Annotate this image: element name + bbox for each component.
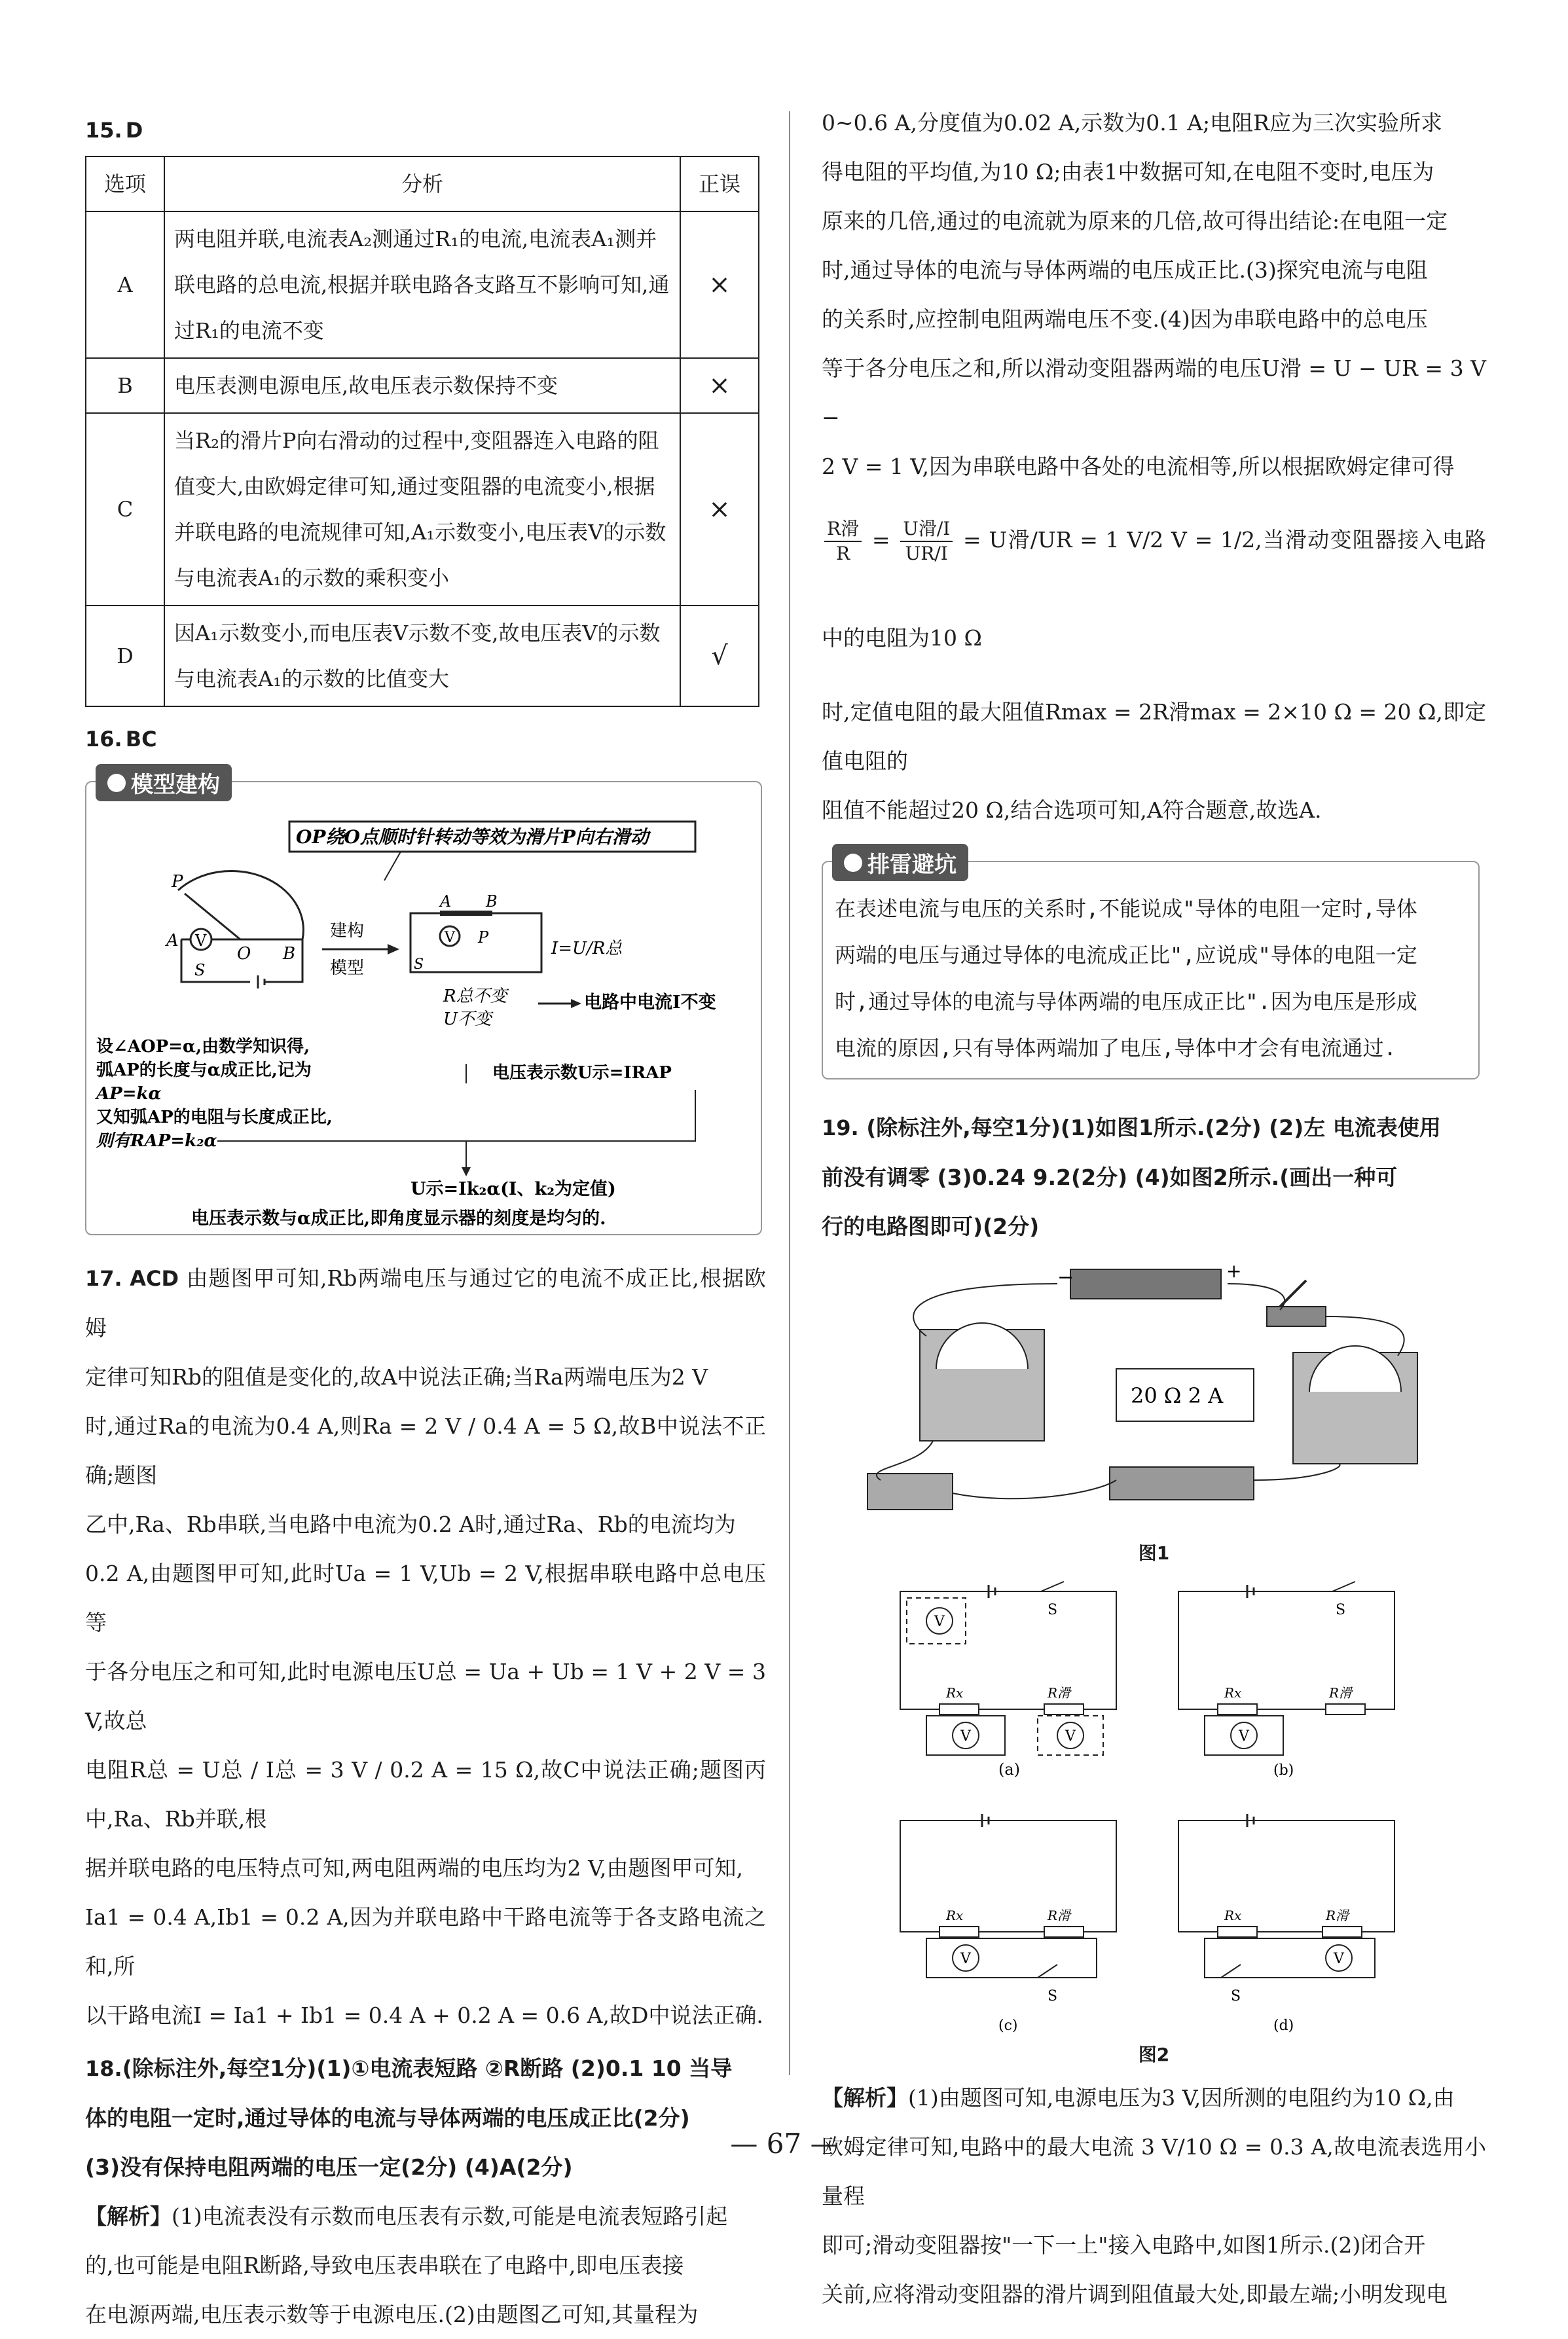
s-label: S	[1048, 1602, 1058, 1618]
voltmeter-label-2: V	[445, 930, 455, 946]
text-line: Ia1 = 0.4 A,Ib1 = 0.2 A,因为并联电路中干路电流等于各支路电流之和,所	[85, 1904, 766, 1979]
text-line: 体的电阻一定时,通过导体的电流与导体两端的电压成正比(2分)	[85, 2105, 690, 2131]
voltmeter-label: V	[195, 932, 207, 950]
option-cell: A	[86, 211, 164, 358]
current-constant: 电路中电流I不变	[584, 992, 716, 1013]
text-line: 即可;滑动变阻器按"一下一上"接入电路中,如图1所示.(2)闭合开	[822, 2232, 1426, 2258]
arrow-label-bottom: 模型	[330, 958, 365, 978]
text-line: 的关系时,应控制电阻两端电压不变.(4)因为串联电路中的总电压	[822, 306, 1428, 332]
text-line: 2 V = 1 V,因为串联电路中各处的电流相等,所以根据欧姆定律可得	[822, 454, 1455, 479]
text-line: 行的电路图即可)(2分)	[822, 1214, 1040, 1239]
table-row	[86, 606, 759, 706]
tip-line: 电流的原因,只有导体两端加了电压,导体中才会有电流通过.	[835, 1036, 1396, 1061]
text-line: 欧姆定律可知,电路中的最大电流 3 V/10 Ω = 0.3 A,故电流表选用小量程	[822, 2134, 1486, 2209]
switch	[1267, 1307, 1326, 1326]
sub-caption: (b)	[1273, 1762, 1294, 1779]
v-label: V	[1065, 1728, 1076, 1745]
question-17	[85, 1254, 766, 2040]
arrow-head	[388, 944, 399, 954]
tip-line: 两端的电压与通过导体的电流成正比",应说成"导体的电阻一定	[835, 943, 1417, 968]
ratio-line: $\frac{\text{R滑}}{R}$ = $\frac{\text{U滑/I}}{UR/I}$ = U滑/UR = 1 V/2 V = 1/2,当滑动变阻器接入电路中的电阻为10 Ω	[822, 518, 1486, 651]
figure-2	[822, 1578, 1483, 2037]
sliding-rheostat	[1110, 1467, 1254, 1500]
circuit-d	[1178, 1814, 1395, 2034]
text-line: 阻值不能超过20 Ω,结合选项可知,A符合题意,故选A.	[822, 797, 1322, 823]
label-p: P	[172, 872, 183, 892]
question-answer: BC	[125, 727, 157, 752]
question-number: 19.	[822, 1115, 859, 1140]
derivation-line: 则有RAP=k₂α	[96, 1131, 217, 1151]
circuit-b	[1178, 1582, 1395, 1779]
text-line: 时,通过Ra的电流为0.4 A,则Ra = 2 V / 0.4 A = 5 Ω,故B中说法不正确;题图	[85, 1413, 766, 1488]
rslide-label: R滑	[1326, 1908, 1349, 1923]
analysis-label: 【解析】	[822, 2085, 908, 2111]
text-line: 等于各分电压之和,所以滑动变阻器两端的电压U滑 = U − UR = 3 V −	[822, 355, 1486, 430]
text-line: 原来的几倍,通过的电流就为原来的几倍,故可得出结论:在电阻一定	[822, 208, 1448, 234]
pointer-line	[384, 852, 401, 880]
model-circuit	[410, 913, 541, 972]
sub-caption: (d)	[1273, 2018, 1294, 2034]
circuit-a	[900, 1582, 1116, 1779]
question-number: 18.	[85, 2056, 122, 2081]
right-column	[822, 98, 1486, 2319]
derivation-line: 弧AP的长度与α成正比,记为	[96, 1061, 312, 1080]
text-line: (除标注外,每空1分)(1)①电流表短路 ②R断路 (2)0.1 10 当导	[122, 2056, 733, 2081]
text-line: 时,定值电阻的最大阻值Rmax = 2R滑max = 2×10 Ω = 20 Ω,即定值电阻的	[822, 699, 1486, 774]
figure-1-caption: 图1	[1138, 1542, 1170, 1564]
v-label: V	[960, 1728, 971, 1745]
s-label: S	[1231, 1988, 1241, 2004]
analysis-label: 【解析】	[85, 2203, 172, 2229]
text-line: 得电阻的平均值,为10 Ω;由表1中数据可知,在电阻不变时,电压为	[822, 159, 1434, 185]
left-column	[85, 98, 766, 2339]
question-answer: ACD	[130, 1266, 179, 1291]
tip-line: 时,通过导体的电流与导体两端的电压成正比".因为电压是形成	[835, 989, 1417, 1014]
ratio-fraction: $\frac{\text{U滑/I}}{UR/I}$	[900, 517, 953, 566]
label-p2: P	[478, 928, 489, 947]
tip-box-title	[832, 844, 968, 881]
text-line: 关前,应将滑动变阻器的滑片调到阻值最大处,即最左端;小明发现电	[822, 2281, 1448, 2307]
label-s: S	[194, 961, 206, 979]
current-formula: I=U/R总	[551, 939, 623, 958]
tip-title-text: 排雷避坑	[867, 852, 957, 878]
table-header: 分析	[164, 156, 680, 211]
question-number: 15.	[85, 118, 122, 143]
text-line: 0~0.6 A,分度值为0.02 A,示数为0.1 A;电阻R应为三次实验所求	[822, 110, 1442, 136]
minus-sign: −	[1057, 1266, 1074, 1289]
arrow-head	[462, 1167, 471, 1176]
unchanged-r: R总不变	[443, 987, 507, 1006]
judgement-cell: √	[680, 606, 759, 706]
rx-label: Rx	[1224, 1908, 1242, 1923]
judgement-cell: ×	[680, 413, 759, 606]
plus-sign: +	[1226, 1260, 1242, 1282]
label-b: B	[283, 944, 296, 964]
text-line: 的,也可能是电阻R断路,导致电压表串联在了电路中,即电压表接	[85, 2253, 684, 2278]
text-line: (1)由题图可知,电源电压为3 V,因所测的电阻约为10 Ω,由	[908, 2085, 1455, 2111]
model-box	[85, 772, 762, 1235]
figure-2-caption: 图2	[1138, 2044, 1170, 2065]
analysis-cell: 电压表测电源电压,故电压表示数保持不变	[164, 358, 680, 413]
table-row	[86, 413, 759, 606]
s-label: S	[1336, 1602, 1346, 1618]
table-header: 正误	[680, 156, 759, 211]
circuit-c	[900, 1814, 1116, 2034]
text-line: 电阻R总 = U总 / I总 = 3 V / 0.2 A = 15 Ω,故C中说法正确;题图丙中,Ra、Rb并联,根	[85, 1757, 766, 1832]
v-label: V	[1239, 1728, 1249, 1745]
box-title-text: 模型建构	[131, 772, 220, 798]
page-number: — 67 —	[730, 2128, 838, 2160]
model-diagram	[86, 782, 761, 1234]
figure-1	[822, 1258, 1483, 1539]
q18-continuation	[822, 98, 1486, 835]
column-divider	[789, 111, 790, 2075]
analysis-cell: 两电阻并联,电流表A₂测通过R₁的电流,电流表A₁测并联电路的总电流,根据并联电路各支路互不影响可知,通过R₁的电流不变	[164, 211, 680, 358]
text-line: 定律可知Rb的阻值是变化的,故A中说法正确;当Ra两端电压为2 V	[85, 1364, 708, 1390]
v-label: V	[1334, 1951, 1344, 1967]
question-15	[85, 118, 766, 707]
top-note: OP绕O点顺时针转动等效为滑片P向右滑动	[296, 826, 649, 848]
ratio-fraction: $\frac{\text{R滑}}{R}$	[824, 517, 862, 566]
tip-line: 在表述电流与电压的关系时,不能说成"导体的电阻一定时,导体	[835, 896, 1417, 921]
derivation-line: AP=kα	[96, 1084, 162, 1104]
unchanged-u: U不变	[443, 1009, 492, 1029]
option-cell: D	[86, 606, 164, 706]
text-line: 由题图甲可知,Rb两端电压与通过它的电流不成正比,根据欧姆	[85, 1265, 767, 1341]
text-line: (除标注外,每空1分)(1)如图1所示.(2分) (2)左 电流表使用	[866, 1115, 1441, 1140]
judgement-cell: ×	[680, 358, 759, 413]
question-16	[85, 727, 766, 1235]
text-line: 据并联电路的电压特点可知,两电阻两端的电压均为2 V,由题图甲可知,	[85, 1855, 744, 1881]
arrow-head	[571, 999, 581, 1008]
text-line: (3)没有保持电阻两端的电压一定(2分) (4)A(2分)	[85, 2154, 573, 2180]
analysis-cell: 当R₂的滑片P向右滑动的过程中,变阻器连入电路的阻值变大,由欧姆定律可知,通过变阻器的电流变小,根据并联电路的电流规律可知,A₁示数变小,电压表V的示数与电流表A₁的示数的乘积变小	[164, 413, 680, 606]
text-line: 乙中,Ra、Rb串联,当电路中电流为0.2 A时,通过Ra、Rb的电流均为	[85, 1512, 736, 1537]
rx-label: Rx	[946, 1685, 964, 1701]
v-label: V	[934, 1614, 945, 1630]
v-label: V	[960, 1951, 971, 1967]
label-a2: A	[440, 892, 452, 911]
label-b2: B	[486, 892, 498, 911]
text-line: 以干路电流I = Ia1 + Ib1 = 0.4 A + 0.2 A = 0.6 A,故D中说法正确.	[85, 2003, 763, 2028]
text-line: (1)电流表没有示数而电压表有示数,可能是电流表短路引起	[172, 2203, 728, 2229]
arrow-label-top: 建构	[330, 921, 365, 941]
lightbulb-icon	[844, 854, 862, 872]
rx-label: Rx	[1224, 1685, 1242, 1701]
option-cell: B	[86, 358, 164, 413]
ratio-tail: = U滑/UR = 1 V/2 V = 1/2,当滑动变阻器接入电路中的电阻为10 Ω	[822, 527, 1486, 651]
q19-head	[822, 1103, 1486, 1153]
text-line: 前没有调零 (3)0.24 9.2(2分) (4)如图2所示.(画出一种可	[822, 1165, 1398, 1190]
derivation-line: 又知弧AP的电阻与长度成正比,	[96, 1108, 333, 1127]
q18-analysis	[85, 2192, 766, 2241]
tip-box	[822, 852, 1480, 1079]
rslide-label: R滑	[1048, 1685, 1071, 1701]
judgement-cell: ×	[680, 211, 759, 358]
option-cell: C	[86, 413, 164, 606]
question-number: 17.	[85, 1266, 122, 1291]
sub-caption: (c)	[998, 2018, 1018, 2034]
label-o: O	[237, 944, 251, 964]
sub-caption: (a)	[998, 1760, 1021, 1779]
question-number: 16.	[85, 727, 122, 752]
text-line: 在电源两端,电压表示数等于电源电压.(2)由题图乙可知,其量程为	[85, 2302, 699, 2327]
label-a: A	[166, 931, 179, 951]
conclusion: 电压表示数与α成正比,即角度显示器的刻度是均匀的.	[191, 1208, 606, 1229]
table-header: 选项	[86, 156, 164, 211]
table-row	[86, 211, 759, 358]
rslide-label: R滑	[1329, 1685, 1353, 1701]
text-line: 0.2 A,由题图甲可知,此时Ua = 1 V,Ub = 2 V,根据串联电路中总电压等	[85, 1561, 766, 1635]
question-18	[85, 2044, 766, 2339]
rx-label: Rx	[946, 1908, 964, 1923]
result-formula: U示=Ik₂α(I、k₂为定值)	[410, 1179, 616, 1199]
question-answer: D	[125, 118, 143, 143]
s-label: S	[1048, 1988, 1058, 2004]
rslide-label: R滑	[1048, 1908, 1071, 1923]
rheostat-rating: 20 Ω 2 A	[1131, 1383, 1224, 1408]
label-s2: S	[414, 956, 424, 973]
voltmeter-reading: 电压表示数U示=IRAP	[492, 1063, 672, 1083]
table-row	[86, 358, 759, 413]
analysis-table	[85, 156, 759, 707]
analysis-cell: 因A₁示数变小,而电压表V示数不变,故电压表V的示数与电流表A₁的示数的比值变大	[164, 606, 680, 706]
fixed-resistor	[867, 1474, 953, 1510]
text-line: 时,通过导体的电流与导体两端的电压成正比.(3)探究电流与电阻	[822, 257, 1428, 283]
text-line: 于各分电压之和可知,此时电源电压U总 = Ua + Ub = 1 V + 2 V = 3 V,故总	[85, 1659, 766, 1733]
q17-line	[85, 1254, 766, 1352]
battery-pack	[1070, 1269, 1221, 1299]
q19-analysis	[822, 2073, 1486, 2122]
q18-head	[85, 2044, 766, 2094]
derivation-line: 设∠AOP=α,由数学知识得,	[96, 1037, 310, 1057]
